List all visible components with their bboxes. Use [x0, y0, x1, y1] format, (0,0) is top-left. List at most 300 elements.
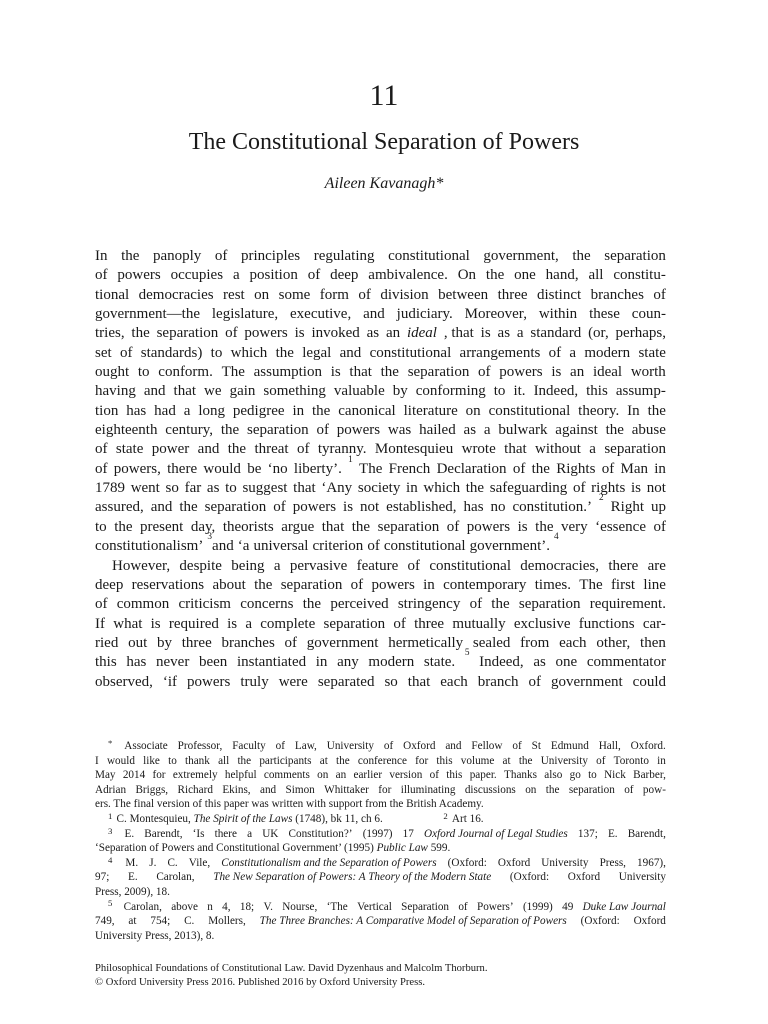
publication-credits [95, 962, 666, 990]
word: branches [590, 286, 644, 303]
word: executive, [290, 306, 352, 323]
word: powers [292, 499, 337, 516]
word: The [221, 364, 245, 381]
emphasis-ideal: ideal [406, 325, 437, 342]
footnote-ref-2[interactable]: 2 [599, 493, 604, 504]
word: truly [240, 673, 269, 690]
word: pow- [642, 783, 666, 796]
word: conforming [415, 383, 486, 400]
word: the [275, 344, 294, 361]
word: Indeed, [533, 383, 579, 400]
word: of [512, 460, 526, 477]
word: up [650, 499, 666, 516]
word: the [647, 402, 666, 419]
word: of [624, 783, 634, 796]
word: Vile, [188, 856, 211, 869]
word: like [143, 754, 160, 767]
chapter-number: 11 [369, 79, 399, 112]
word: are [647, 557, 666, 574]
word: Fellow [471, 740, 503, 752]
body-line [95, 479, 666, 498]
word: the [336, 754, 350, 767]
body-line [95, 648, 666, 672]
word: (Oxford: [447, 856, 487, 869]
word: the [572, 248, 591, 264]
body-line [95, 421, 666, 440]
word: J. [149, 856, 157, 869]
word: were [278, 673, 308, 690]
word: is [150, 615, 161, 632]
word: suggest [242, 480, 288, 497]
word: an [335, 769, 347, 782]
word: Thanks [504, 769, 537, 782]
word: and [363, 306, 385, 323]
word: C. [167, 856, 178, 869]
body-line [95, 493, 666, 517]
word: French [388, 460, 431, 477]
word: the [114, 518, 133, 535]
word: is [330, 364, 341, 381]
word: of [572, 480, 586, 497]
word: stringency [397, 596, 461, 613]
body-line [95, 518, 666, 537]
word: legislature, [211, 306, 279, 323]
word: literature [403, 402, 458, 419]
word: feature [356, 557, 399, 574]
word: constitutional [369, 344, 452, 361]
word: (or, [588, 325, 609, 342]
word: If [95, 615, 105, 632]
footnote-line: University Press, 2013), 8. [95, 929, 215, 942]
word: commentator [586, 654, 666, 671]
word: out [128, 634, 148, 651]
word: assump- [615, 383, 666, 400]
word: a [483, 422, 491, 439]
word: illuminating [400, 783, 456, 796]
footnote-number-2: 2 [443, 810, 448, 821]
word: Separation [401, 900, 450, 913]
word: state [638, 344, 666, 361]
word: the [605, 422, 624, 439]
word: , that [443, 325, 474, 342]
word: separation [518, 596, 581, 613]
word: a [245, 615, 253, 632]
word: of [350, 576, 364, 593]
word: of [297, 441, 310, 458]
word: perhaps, [615, 325, 666, 342]
footnote-line: 3 E. Barendt, ‘Is there a UK Constitution?’ (1997) 17 Oxford Journal of Legal Studies 137; E. Barendt, [108, 825, 666, 840]
word: Oxford [403, 740, 436, 752]
word: being [231, 557, 265, 574]
word: and [197, 441, 220, 458]
word: regulating [313, 248, 375, 264]
word: to [588, 769, 597, 782]
word: to [210, 344, 223, 361]
word: these [589, 306, 620, 323]
word: Whittaker [324, 783, 369, 796]
word: of [446, 518, 460, 535]
word: state. [423, 654, 456, 671]
word: of [407, 557, 421, 574]
word: Right [610, 499, 644, 516]
word: government [306, 634, 379, 651]
word: of [307, 267, 321, 284]
word: never [156, 654, 190, 671]
word: the [380, 364, 399, 381]
body-line [95, 324, 666, 343]
word: (Oxford: [509, 871, 550, 884]
word: at [128, 915, 137, 928]
word: not [646, 480, 666, 497]
word: constitution.’ [512, 499, 593, 516]
word: liberty’. [293, 460, 342, 477]
word: principles [240, 248, 301, 264]
word: theorists [222, 518, 274, 535]
chapter-title: The Constitutional Separation of Powers [188, 129, 580, 155]
word: ought [95, 364, 130, 381]
body-line [95, 363, 666, 382]
word: no [490, 499, 506, 516]
word: on [317, 769, 329, 782]
word: a [569, 344, 577, 361]
word: separated [317, 673, 375, 690]
body-line [95, 532, 666, 556]
word: the [491, 596, 510, 613]
body-line [95, 595, 666, 614]
word: of [358, 286, 371, 303]
word: of [95, 460, 108, 477]
word: of [601, 460, 615, 477]
word: powers [244, 325, 288, 342]
word: standard [530, 325, 582, 342]
word: of [596, 754, 606, 767]
word: in [315, 654, 328, 671]
body-line [95, 247, 666, 266]
word: ‘a [237, 538, 250, 555]
word: Nourse, [282, 900, 318, 913]
word: of [548, 344, 562, 361]
word: Toronto [613, 754, 649, 767]
word: E. [124, 827, 135, 840]
word: constitutional [388, 248, 470, 264]
word: assured, [95, 499, 144, 516]
word: 137; [577, 827, 598, 840]
word: car- [642, 615, 666, 632]
word: V. [263, 900, 273, 913]
word: separation [407, 364, 470, 381]
body-line [95, 266, 666, 285]
word: what [113, 615, 143, 632]
word: by [392, 383, 408, 400]
word: I [95, 754, 99, 767]
word: is [630, 480, 641, 497]
word: separation [568, 783, 615, 796]
word: canonical [338, 402, 396, 419]
footnote-line [95, 768, 666, 783]
word: modern [584, 344, 631, 361]
word: of [512, 740, 522, 752]
word: there [167, 460, 198, 477]
word: three [181, 634, 212, 651]
word: safeguarding [489, 480, 568, 497]
word: three [497, 286, 528, 303]
word: Law, [294, 740, 317, 752]
word: having [95, 383, 136, 400]
word: 4, [222, 900, 231, 913]
word: Oxford [633, 915, 666, 928]
word: deep [330, 267, 359, 284]
word: which [423, 480, 461, 497]
word: within [538, 306, 578, 323]
word: of [653, 518, 666, 535]
word: coun- [631, 306, 666, 323]
word: paper. [469, 769, 497, 782]
word: of [393, 615, 406, 632]
word: would [203, 460, 241, 477]
body-line [95, 634, 666, 653]
footnote-line [95, 783, 666, 798]
word: in [292, 402, 305, 419]
word: present [140, 518, 184, 535]
word: as [206, 480, 220, 497]
word: (1999) [522, 900, 553, 913]
word: exclusive [513, 615, 571, 632]
word: this [436, 754, 453, 767]
word: UK [262, 827, 279, 840]
word: Carolan, [123, 900, 162, 913]
word: Oxford [497, 856, 531, 869]
word: 49 [562, 900, 574, 913]
word: of [284, 634, 298, 651]
word: Oxford [567, 871, 601, 884]
word: n [207, 900, 213, 913]
word: rest [223, 286, 245, 303]
word: century, [165, 422, 214, 439]
word: assumption [253, 364, 322, 381]
word: the [518, 754, 533, 767]
word: from [520, 634, 550, 651]
word: Simon [285, 783, 315, 796]
word: that [293, 480, 316, 497]
word: without [535, 441, 581, 458]
word: bulwark [498, 422, 548, 439]
word: is [551, 364, 562, 381]
body-line [95, 454, 666, 479]
word: of [95, 596, 108, 613]
word: On [457, 267, 477, 284]
word: at [319, 754, 328, 767]
word: this [586, 383, 608, 400]
word: would [106, 754, 135, 767]
word: then [640, 634, 666, 651]
word: modern [368, 654, 415, 671]
word: of [469, 596, 483, 613]
credit-line-copyright: © Oxford University Press 2016. Published 2016 by Oxford University Press. [95, 977, 425, 988]
footnote-ref-1[interactable]: 1 [348, 454, 353, 465]
word: constitu- [613, 267, 666, 284]
word: had [154, 402, 176, 419]
word: of [95, 441, 108, 458]
word: powers [499, 364, 543, 381]
word: is [517, 518, 528, 535]
word: position [249, 267, 298, 284]
word: society [357, 480, 401, 497]
footnote-line: 749, at 754; C. Mollers, The Three Branches: A Comparative Model of Separation of Powers (Oxford: Oxford [95, 915, 666, 928]
word: requirement. [589, 596, 666, 613]
word: so [165, 480, 179, 497]
word: separation [156, 325, 219, 342]
word: branch [477, 673, 519, 690]
word: government—the [95, 306, 200, 323]
word: universal [253, 538, 309, 555]
word: gain [229, 383, 256, 400]
footnote-number-5: 5 [108, 898, 113, 909]
body-line [95, 286, 666, 305]
word: to [225, 480, 237, 497]
word: each [440, 673, 468, 690]
word: of [458, 900, 468, 913]
word: and [212, 538, 234, 555]
word: of [95, 267, 108, 284]
word: perceived [330, 596, 389, 613]
footnote-ref-3[interactable]: 3 [207, 532, 213, 543]
word: first [610, 576, 636, 593]
word: the [254, 576, 273, 593]
word: In [627, 402, 640, 419]
word: (1997) [362, 827, 393, 840]
word: power [151, 441, 190, 458]
word: Press, [599, 856, 626, 869]
word: separation [604, 441, 666, 458]
word: the [220, 422, 240, 439]
word: to [95, 518, 107, 535]
footnote-line: 97; E. Carolan, The New Separation of Powers: A Theory of the Modern State (Oxford: Oxford University [95, 871, 666, 884]
word: three [414, 615, 445, 632]
body-line [95, 382, 666, 401]
word: volume [460, 754, 495, 767]
word: Barendt, [627, 827, 666, 840]
word: each [559, 634, 587, 651]
word: democracies [138, 286, 214, 303]
body-line [95, 615, 666, 634]
word: of [273, 499, 286, 516]
word: The [579, 576, 603, 593]
word: day, [190, 518, 216, 535]
word: St [531, 740, 541, 752]
word: of [429, 769, 439, 782]
word: Declaration [436, 460, 507, 477]
word: May [95, 769, 116, 782]
word: Nick [604, 769, 626, 782]
word: a [273, 557, 281, 574]
word: of [653, 286, 666, 303]
word: of [383, 740, 394, 752]
word: the [351, 518, 371, 535]
word: between [438, 286, 489, 303]
word: of [119, 344, 133, 361]
word: a [232, 267, 240, 284]
word: there [608, 557, 639, 574]
word: and [339, 344, 362, 361]
word: powers [187, 673, 231, 690]
word: Briggs, [135, 783, 169, 796]
word: a [516, 325, 524, 342]
word: helpful [224, 769, 257, 782]
word: any [337, 654, 359, 671]
word: the [227, 441, 247, 458]
word: on [254, 286, 270, 303]
word: rights [591, 480, 626, 497]
footnote-ref-4[interactable]: 4 [554, 532, 559, 543]
word: instantiated [236, 654, 307, 671]
word: Barber, [633, 769, 666, 782]
word: University [540, 754, 588, 767]
word: of [528, 673, 542, 690]
word: could [632, 673, 666, 690]
word: contemporary [443, 576, 527, 593]
word: Man [620, 460, 648, 477]
word: separation [280, 576, 343, 593]
word: separation [204, 499, 267, 516]
word: powers [336, 422, 381, 439]
word: separation [247, 422, 309, 439]
word: University [541, 856, 589, 869]
word: separation [604, 248, 666, 264]
word: criticism [178, 596, 231, 613]
word: extremely [172, 769, 218, 782]
word: and [445, 740, 462, 752]
word: hand, [545, 267, 579, 284]
word: at [502, 754, 511, 767]
word: University [618, 871, 666, 884]
word: for [415, 754, 429, 767]
word: Indeed, [479, 654, 524, 671]
body-line [95, 673, 666, 692]
word: form [319, 286, 349, 303]
footnote-ref-5[interactable]: 5 [464, 648, 470, 659]
word: the [237, 754, 252, 767]
word: criterion [312, 538, 364, 555]
footnote-line [95, 739, 666, 754]
word: of [478, 364, 491, 381]
body-line [95, 344, 666, 363]
word: despite [179, 557, 222, 574]
word: legal [302, 344, 332, 361]
footnote-line: 5 Carolan, above n 4, 18; V. Nourse, ‘The Vertical Separation of Powers’ (1999) 49 Duke Law Journal [108, 898, 666, 913]
chapter-body [95, 247, 666, 692]
word: (Oxford: [580, 915, 620, 928]
word: to [493, 383, 506, 400]
word: in [654, 460, 666, 477]
word: there [214, 827, 237, 840]
word: ideal [592, 364, 623, 381]
word: 749, [95, 915, 115, 928]
word: tyranny. [317, 441, 367, 458]
word: Carolan, [156, 871, 195, 884]
word: go [569, 769, 581, 782]
word: sealed [472, 634, 511, 651]
word: 17 [402, 827, 414, 840]
word: threat [254, 441, 289, 458]
word: Rights [556, 460, 596, 477]
word: valuable [333, 383, 385, 400]
word: as [463, 422, 477, 439]
word: the [531, 460, 550, 477]
word: an [385, 325, 401, 342]
word: ried [95, 634, 119, 651]
word: was [387, 422, 412, 439]
word: by [157, 634, 172, 651]
